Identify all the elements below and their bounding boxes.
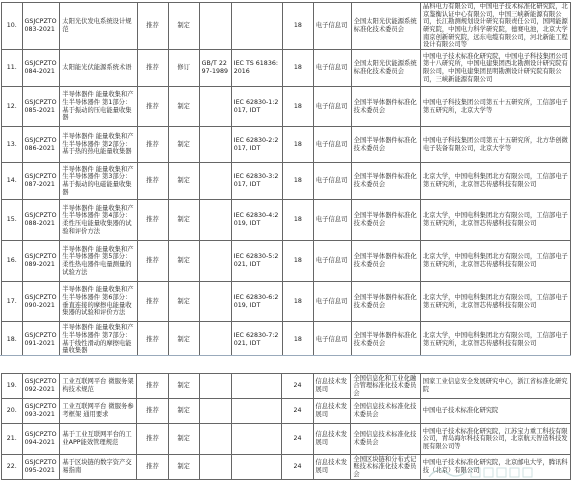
international-standard-cell [231,374,282,399]
row-number-cell: 10. [2,3,23,50]
international-standard-cell [231,399,282,424]
responsible-dept-cell: 电子信息司 [313,282,351,322]
responsible-dept-cell: 信息技术发展司 [313,424,351,455]
international-standard-cell: IEC 62830-6:2019, IDT [231,282,282,322]
completion-period-cell: 24 [282,374,313,399]
replaced-standard-cell: GB/T 2297-1989 [199,50,231,87]
standard-type-cell: 推荐 [137,200,168,241]
standard-name-cell: 太阳能光伏能源系统术语 [60,50,137,87]
responsible-dept-cell: 电子信息司 [313,322,351,358]
replaced-standard-cell [199,163,231,200]
international-standard-cell: IEC 62830-3:2017, IDT [231,163,282,200]
completion-period-cell: 24 [282,455,313,480]
watermark-logo [427,464,537,480]
table-row [2,127,571,163]
revision-status-cell: 制定 [168,3,199,50]
plan-code-cell: GSJCPZTO 091-2021 [22,322,60,358]
technical-committee-cell: 全国半导体器件标准化技术委员会 [351,322,420,358]
standard-type-cell: 推荐 [137,87,168,127]
revision-status-cell: 修订 [168,50,199,87]
replaced-standard-cell [199,282,231,322]
completion-period-cell: 18 [282,50,313,87]
plan-code-cell: GSJCPZTO 084-2021 [22,50,60,87]
responsible-dept-cell: 信息技术发展司 [313,455,351,480]
standard-type-cell: 推荐 [137,163,168,200]
revision-status-cell: 制定 [168,282,199,322]
replaced-standard-cell [199,127,231,163]
table-row [2,374,571,399]
row-number-cell: 16. [2,241,23,282]
completion-period-cell: 18 [282,3,313,50]
technical-committee-cell: 全国信息技术标准化技术委员会 [351,399,420,424]
standard-name-cell: 半导体器件 能量收集和产生半导体器件 第1部分：基于振动的压电能量收集器 [60,87,137,127]
drafting-units-cell: 晶科电力有限公司，中国电子技术标准化研究院，北京鉴衡认证中心有限公司，中国三峡新能源有限公司，长江勘测规划设计研究有限责任公司，国网能源研究院，中国电力科学研究院，德赛电池，北京大学南京创新研究院，远东电缆有限公司，河北新能工程设计有限公司等 [420,3,570,50]
standard-type-cell: 推荐 [137,3,168,50]
drafting-units-cell: 中国电子技术标准化研究院，江苏宝力重工科技有限公司，青岛海尔科技有限公司，北京航天智造科技发展有限公司等 [420,424,570,455]
plan-code-cell: GSJCPZTO 092-2021 [22,374,60,399]
plan-code-cell: GSJCPZTO 095-2021 [22,455,60,480]
drafting-units-cell: 中国电子技术标准化研究院，中国电子科技集团公司第十八研究所，中国电建集团西北勘测设计研究院有限公司，中国电建集团昆明勘测设计研究院有限公司，三峡新能源有限公司 [420,50,570,87]
row-number-cell: 12. [2,87,23,127]
replaced-standard-cell [199,455,231,480]
drafting-units-cell: 中国电子科技集团公司第五十五研究所，北方华创微电子装备有限公司，北京大学等 [420,127,570,163]
responsible-dept-cell: 电子信息司 [313,163,351,200]
drafting-units-cell: 中国电子科技集团公司第五十五研究所，工信部电子第五研究所，北京大学等 [420,87,570,127]
replaced-standard-cell [199,424,231,455]
responsible-dept-cell: 电子信息司 [313,3,351,50]
standard-name-cell: 基于工业互联网平台的工业APP能效管理规范 [60,424,137,455]
table-row [2,200,571,241]
technical-committee-cell: 全国半导体器件标准化技术委员会 [351,127,420,163]
international-standard-cell: IEC 62830-1:2017, IDT [231,87,282,127]
drafting-units-cell: 中国电子技术标准化研究院 [420,399,570,424]
responsible-dept-cell: 电子信息司 [313,127,351,163]
completion-period-cell: 18 [282,200,313,241]
replaced-standard-cell [199,374,231,399]
international-standard-cell [231,455,282,480]
table-row [2,50,571,87]
drafting-units-cell: 北京大学，中国电科集团北方有限公司，工信部电子第五研究所，北京智芯传感科技有限公司 [420,282,570,322]
standard-name-cell: 半导体器件 能量收集和产生半导体器件 第3部分：基于振动的电磁能量收集器 [60,163,137,200]
replaced-standard-cell [199,322,231,358]
responsible-dept-cell: 电子信息司 [313,87,351,127]
replaced-standard-cell [199,200,231,241]
revision-status-cell: 制定 [168,241,199,282]
revision-status-cell: 制定 [168,200,199,241]
revision-status-cell: 制定 [168,163,199,200]
plan-code-cell: GSJCPZTO 093-2021 [22,399,60,424]
plan-code-cell: GSJCPZTO 089-2021 [22,241,60,282]
completion-period-cell: 18 [282,322,313,358]
drafting-units-cell: 北京大学，中国电科集团北方有限公司，工信部电子第五研究所，北京智芯传感科技有限公司 [420,241,570,282]
responsible-dept-cell: 信息技术发展司 [313,374,351,399]
standards-rows-top [2,3,571,358]
technical-committee-cell: 全国半导体器件标准化技术委员会 [351,282,420,322]
standard-type-cell: 推荐 [137,455,168,480]
technical-committee-cell: 全国太阳光伏能源系统标准化技术委员会 [351,50,420,87]
completion-period-cell: 18 [282,127,313,163]
standard-name-cell: 工业互联网平台 微服务架构技术规范 [60,374,137,399]
row-number-cell: 18. [2,322,23,358]
technical-committee-cell: 全国区块链和分布式记账技术标准化技术委员会 [351,455,420,480]
revision-status-cell: 制定 [168,374,199,399]
standard-name-cell: 太阳光伏发电系统设计规范 [60,3,137,50]
standard-name-cell: 半导体器件 能量收集和产生半导体器件 第7部分：基于线性滑动的摩擦电能量收集器 [60,322,137,358]
international-standard-cell: IEC 62830-5:2021, IDT [231,241,282,282]
standard-type-cell: 推荐 [137,424,168,455]
completion-period-cell: 18 [282,163,313,200]
completion-period-cell: 24 [282,399,313,424]
row-number-cell: 21. [2,424,23,455]
international-standard-cell: IEC 62830-4:2019, IDT [231,200,282,241]
standard-name-cell: 基于区块链的数字资产交易指南 [60,455,137,480]
table-row [2,282,571,322]
international-standard-cell: IEC TS 61836:2016 [231,50,282,87]
plan-code-cell: GSJCPZTO 086-2021 [22,127,60,163]
standard-type-cell: 推荐 [137,399,168,424]
standards-table-top [1,2,571,358]
standard-type-cell: 推荐 [137,241,168,282]
row-number-cell: 17. [2,282,23,322]
replaced-standard-cell [199,3,231,50]
technical-committee-cell: 全国半导体器件标准化技术委员会 [351,200,420,241]
row-number-cell: 14. [2,163,23,200]
revision-status-cell: 制定 [168,424,199,455]
technical-committee-cell: 全国半导体器件标准化技术委员会 [351,163,420,200]
standard-name-cell: 半导体器件 能量收集和产生半导体器件 第2部分：基于热的热电能量收集器 [60,127,137,163]
table-row [2,87,571,127]
international-standard-cell [231,3,282,50]
revision-status-cell: 制定 [168,127,199,163]
international-standard-cell: IEC 62830-2:2017, IDT [231,127,282,163]
plan-code-cell: GSJCPZTO 090-2021 [22,282,60,322]
responsible-dept-cell: 电子信息司 [313,200,351,241]
international-standard-cell: IEC 62830-7:2021, IDT [231,322,282,358]
plan-code-cell: GSJCPZTO 083-2021 [22,3,60,50]
drafting-units-cell: 中国电子技术标准化研究院，北京邮电大学，腾讯科技（北京）有限公司 [420,455,570,480]
row-number-cell: 11. [2,50,23,87]
plan-code-cell: GSJCPZTO 094-2021 [22,424,60,455]
row-number-cell: 20. [2,399,23,424]
completion-period-cell: 18 [282,282,313,322]
revision-status-cell: 制定 [168,322,199,358]
table-row [2,399,571,424]
plan-code-cell: GSJCPZTO 087-2021 [22,163,60,200]
drafting-units-cell: 北京大学，中国电科集团北方有限公司，工信部电子第五研究所，北京智芯传感科技有限公司 [420,200,570,241]
table-row [2,241,571,282]
replaced-standard-cell [199,87,231,127]
standard-type-cell: 推荐 [137,127,168,163]
standard-type-cell: 推荐 [137,322,168,358]
standard-name-cell: 半导体器件 能量收集和产生半导体器件 第6部分：垂直连接的摩擦电能量收集器的试验和评价方法 [60,282,137,322]
completion-period-cell: 18 [282,87,313,127]
drafting-units-cell: 北京大学，中国电科集团北方有限公司，工信部电子第五研究所，北京智芯传感科技有限公司 [420,322,570,358]
technical-committee-cell: 全国半导体器件标准化技术委员会 [351,87,420,127]
table-row [2,424,571,455]
standard-name-cell: 半导体器件 能量收集和产生半导体器件 第5部分：柔性热电器件电量测量的试验方法 [60,241,137,282]
replaced-standard-cell [199,241,231,282]
page-break-band [0,355,571,374]
plan-code-cell: GSJCPZTO 085-2021 [22,87,60,127]
drafting-units-cell: 国家工业信息安全发展研究中心，浙江省标准化研究院 [420,374,570,399]
revision-status-cell: 制定 [168,455,199,480]
technical-committee-cell: 全国信息技术标准化技术委员会 [351,424,420,455]
table-row [2,3,571,50]
standard-name-cell: 工业互联网平台 微服务参考框架 通用要求 [60,399,137,424]
completion-period-cell: 24 [282,424,313,455]
standard-type-cell: 推荐 [137,374,168,399]
standard-type-cell: 推荐 [137,282,168,322]
row-number-cell: 15. [2,200,23,241]
completion-period-cell: 18 [282,241,313,282]
row-number-cell: 19. [2,374,23,399]
revision-status-cell: 制定 [168,399,199,424]
responsible-dept-cell: 信息技术发展司 [313,399,351,424]
row-number-cell: 22. [2,455,23,480]
table-row [2,322,571,358]
plan-code-cell: GSJCPZTO 088-2021 [22,200,60,241]
standard-name-cell: 半导体器件 能量收集和产生半导体器件 第4部分：柔性压电能量收集器的试验和评价方法 [60,200,137,241]
responsible-dept-cell: 电子信息司 [313,241,351,282]
row-number-cell: 13. [2,127,23,163]
international-standard-cell [231,424,282,455]
table-row [2,163,571,200]
standard-type-cell: 推荐 [137,50,168,87]
technical-committee-cell: 全国半导体器件标准化技术委员会 [351,241,420,282]
responsible-dept-cell: 电子信息司 [313,50,351,87]
replaced-standard-cell [199,399,231,424]
technical-committee-cell: 全国太阳光伏能源系统标准化技术委员会 [351,3,420,50]
drafting-units-cell: 北京大学，中国电科集团北方有限公司，工信部电子第五研究所，北京智芯传感科技有限公司 [420,163,570,200]
technical-committee-cell: 全国信息化和工业化融合管理标准化技术委员会 [351,374,420,399]
revision-status-cell: 制定 [168,87,199,127]
